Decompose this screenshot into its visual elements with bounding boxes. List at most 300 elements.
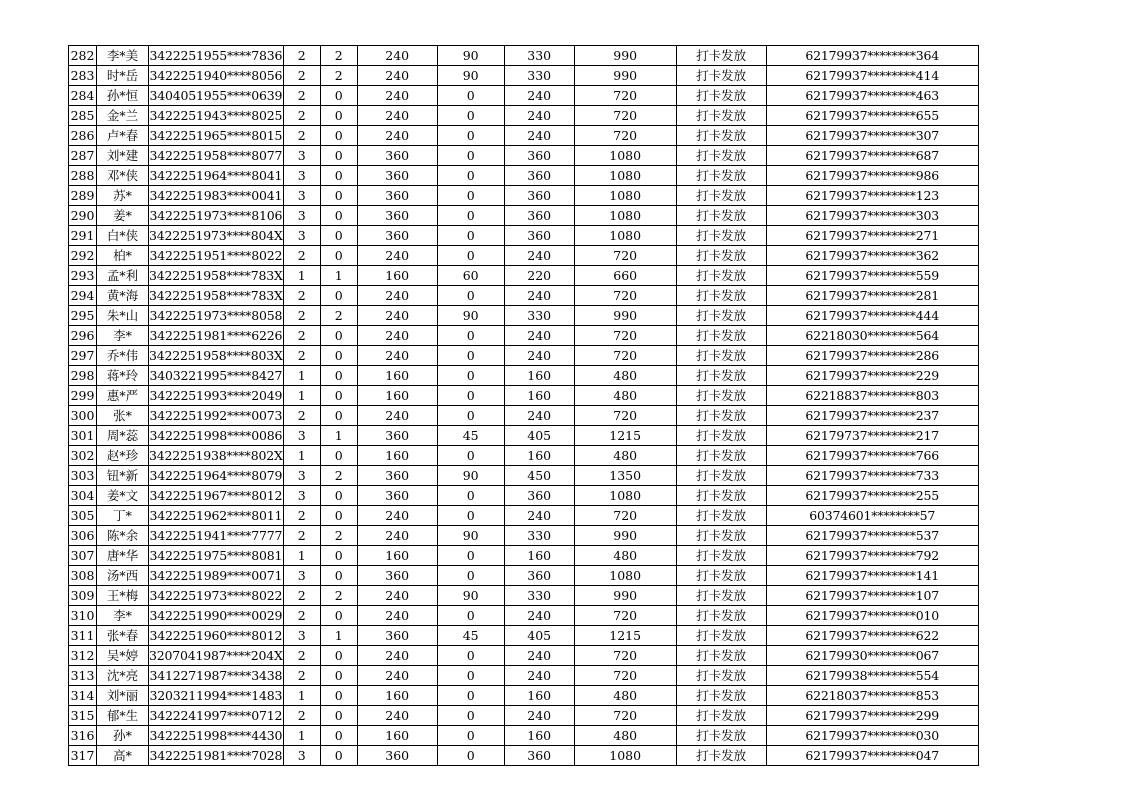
table-row [69,466,979,486]
bank-account-cell: 62179937********141 [766,566,978,586]
row-number-cell: 307 [69,546,97,566]
name-cell: 唐*华 [97,546,149,566]
bank-account-cell: 62179937********362 [766,246,978,266]
subtotal-cell: 240 [504,106,574,126]
bank-account-cell: 62179937********733 [766,466,978,486]
payment-method-cell: 打卡发放 [676,126,766,146]
total-cell: 480 [574,366,676,386]
count-a-cell: 2 [283,606,320,626]
count-a-cell: 1 [283,726,320,746]
total-cell: 720 [574,326,676,346]
row-number-cell: 292 [69,246,97,266]
table-row [69,546,979,566]
row-number-cell: 296 [69,326,97,346]
amount-b-cell: 0 [437,506,504,526]
table-row [69,746,979,766]
subtotal-cell: 360 [504,746,574,766]
total-cell: 720 [574,666,676,686]
count-a-cell: 1 [283,546,320,566]
name-cell: 姜* [97,206,149,226]
amount-a-cell: 240 [357,706,437,726]
amount-b-cell: 0 [437,666,504,686]
subtotal-cell: 330 [504,66,574,86]
row-number-cell: 288 [69,166,97,186]
total-cell: 480 [574,726,676,746]
table-row [69,406,979,426]
name-cell: 孙* [97,726,149,746]
bank-account-cell: 62179937********030 [766,726,978,746]
count-b-cell: 0 [320,166,357,186]
amount-b-cell: 90 [437,466,504,486]
count-b-cell: 0 [320,386,357,406]
count-a-cell: 2 [283,526,320,546]
name-cell: 高* [97,746,149,766]
count-a-cell: 2 [283,86,320,106]
amount-a-cell: 160 [357,266,437,286]
row-number-cell: 299 [69,386,97,406]
row-number-cell: 304 [69,486,97,506]
amount-b-cell: 0 [437,286,504,306]
amount-a-cell: 160 [357,726,437,746]
bank-account-cell: 62179937********271 [766,226,978,246]
row-number-cell: 290 [69,206,97,226]
subtotal-cell: 240 [504,646,574,666]
subtotal-cell: 160 [504,446,574,466]
table-row [69,526,979,546]
row-number-cell: 317 [69,746,97,766]
id-number-cell: 3203211994****1483 [149,686,284,706]
amount-b-cell: 90 [437,306,504,326]
table-row [69,326,979,346]
amount-b-cell: 0 [437,706,504,726]
id-number-cell: 3412271987****3438 [149,666,284,686]
total-cell: 720 [574,346,676,366]
count-b-cell: 0 [320,106,357,126]
row-number-cell: 297 [69,346,97,366]
payment-method-cell: 打卡发放 [676,446,766,466]
count-b-cell: 0 [320,286,357,306]
amount-b-cell: 0 [437,546,504,566]
row-number-cell: 283 [69,66,97,86]
count-b-cell: 0 [320,366,357,386]
amount-a-cell: 240 [357,286,437,306]
count-b-cell: 0 [320,226,357,246]
payment-method-cell: 打卡发放 [676,626,766,646]
count-a-cell: 2 [283,506,320,526]
id-number-cell: 3422251943****8025 [149,106,284,126]
total-cell: 720 [574,406,676,426]
amount-a-cell: 240 [357,126,437,146]
row-number-cell: 316 [69,726,97,746]
count-b-cell: 0 [320,706,357,726]
table-row [69,386,979,406]
subtotal-cell: 240 [504,246,574,266]
count-a-cell: 2 [283,646,320,666]
id-number-cell: 3422251981****7028 [149,746,284,766]
id-number-cell: 3404051955****0639 [149,86,284,106]
name-cell: 卢*春 [97,126,149,146]
row-number-cell: 308 [69,566,97,586]
subtotal-cell: 160 [504,386,574,406]
amount-b-cell: 0 [437,86,504,106]
amount-b-cell: 0 [437,646,504,666]
amount-b-cell: 0 [437,406,504,426]
amount-b-cell: 0 [437,246,504,266]
payment-method-cell: 打卡发放 [676,406,766,426]
bank-account-cell: 62179937********299 [766,706,978,726]
name-cell: 周*蕊 [97,426,149,446]
payment-method-cell: 打卡发放 [676,566,766,586]
total-cell: 990 [574,526,676,546]
count-b-cell: 0 [320,246,357,266]
row-number-cell: 305 [69,506,97,526]
count-a-cell: 2 [283,586,320,606]
count-a-cell: 2 [283,66,320,86]
total-cell: 720 [574,246,676,266]
bank-account-cell: 62179937********655 [766,106,978,126]
table-row [69,206,979,226]
bank-account-cell: 62179937********986 [766,166,978,186]
total-cell: 1080 [574,146,676,166]
bank-account-cell: 62218037********853 [766,686,978,706]
bank-account-cell: 60374601********57 [766,506,978,526]
id-number-cell: 3422251975****8081 [149,546,284,566]
bank-account-cell: 62179937********237 [766,406,978,426]
amount-b-cell: 0 [437,126,504,146]
table-row [69,46,979,66]
id-number-cell: 3422251951****8022 [149,246,284,266]
subtotal-cell: 160 [504,546,574,566]
subtotal-cell: 360 [504,226,574,246]
payment-method-cell: 打卡发放 [676,326,766,346]
subtotal-cell: 240 [504,86,574,106]
name-cell: 赵*珍 [97,446,149,466]
bank-account-cell: 62179937********047 [766,746,978,766]
row-number-cell: 293 [69,266,97,286]
count-a-cell: 1 [283,266,320,286]
id-number-cell: 3422251955****7836 [149,46,284,66]
bank-account-cell: 62179937********792 [766,546,978,566]
subtotal-cell: 160 [504,726,574,746]
row-number-cell: 302 [69,446,97,466]
table-row [69,246,979,266]
payment-method-cell: 打卡发放 [676,526,766,546]
name-cell: 蒋*玲 [97,366,149,386]
row-number-cell: 285 [69,106,97,126]
amount-a-cell: 240 [357,86,437,106]
subtotal-cell: 330 [504,306,574,326]
name-cell: 孟*利 [97,266,149,286]
amount-a-cell: 240 [357,106,437,126]
amount-a-cell: 160 [357,386,437,406]
subtotal-cell: 330 [504,46,574,66]
amount-b-cell: 60 [437,266,504,286]
amount-b-cell: 90 [437,46,504,66]
id-number-cell: 3422251990****0029 [149,606,284,626]
payment-method-cell: 打卡发放 [676,166,766,186]
subtotal-cell: 360 [504,146,574,166]
count-b-cell: 2 [320,66,357,86]
id-number-cell: 3422251962****8011 [149,506,284,526]
count-b-cell: 0 [320,146,357,166]
table-row [69,586,979,606]
amount-b-cell: 0 [437,486,504,506]
count-b-cell: 0 [320,446,357,466]
count-a-cell: 3 [283,746,320,766]
amount-a-cell: 160 [357,366,437,386]
row-number-cell: 294 [69,286,97,306]
amount-b-cell: 0 [437,206,504,226]
bank-account-cell: 62179937********444 [766,306,978,326]
amount-a-cell: 360 [357,486,437,506]
payment-method-cell: 打卡发放 [676,106,766,126]
amount-a-cell: 360 [357,206,437,226]
payment-method-cell: 打卡发放 [676,66,766,86]
amount-a-cell: 160 [357,446,437,466]
payment-method-cell: 打卡发放 [676,506,766,526]
name-cell: 乔*伟 [97,346,149,366]
name-cell: 时*岳 [97,66,149,86]
count-b-cell: 1 [320,626,357,646]
bank-account-cell: 62179937********537 [766,526,978,546]
subtotal-cell: 360 [504,186,574,206]
amount-a-cell: 360 [357,626,437,646]
subtotal-cell: 240 [504,286,574,306]
payment-method-cell: 打卡发放 [676,346,766,366]
total-cell: 720 [574,126,676,146]
bank-account-cell: 62179937********107 [766,586,978,606]
amount-b-cell: 45 [437,426,504,446]
amount-a-cell: 360 [357,746,437,766]
table-row [69,626,979,646]
total-cell: 480 [574,546,676,566]
row-number-cell: 301 [69,426,97,446]
total-cell: 1080 [574,166,676,186]
count-a-cell: 2 [283,306,320,326]
count-a-cell: 2 [283,406,320,426]
id-number-cell: 3422251989****0071 [149,566,284,586]
amount-b-cell: 90 [437,66,504,86]
count-a-cell: 3 [283,566,320,586]
subtotal-cell: 450 [504,466,574,486]
id-number-cell: 3422251964****8041 [149,166,284,186]
total-cell: 720 [574,606,676,626]
amount-b-cell: 0 [437,686,504,706]
id-number-cell: 3422251998****4430 [149,726,284,746]
name-cell: 沈*亮 [97,666,149,686]
bank-account-cell: 62179937********463 [766,86,978,106]
count-a-cell: 3 [283,226,320,246]
count-a-cell: 3 [283,466,320,486]
total-cell: 990 [574,306,676,326]
total-cell: 990 [574,586,676,606]
table-row [69,306,979,326]
name-cell: 张*春 [97,626,149,646]
row-number-cell: 309 [69,586,97,606]
name-cell: 苏* [97,186,149,206]
row-number-cell: 313 [69,666,97,686]
payment-method-cell: 打卡发放 [676,726,766,746]
total-cell: 480 [574,446,676,466]
name-cell: 郁*生 [97,706,149,726]
table-row [69,446,979,466]
id-number-cell: 3207041987****204X [149,646,284,666]
count-b-cell: 0 [320,646,357,666]
name-cell: 王*梅 [97,586,149,606]
table-row [69,706,979,726]
id-number-cell: 3422251992****0073 [149,406,284,426]
table-row [69,686,979,706]
table-row [69,266,979,286]
payment-method-cell: 打卡发放 [676,686,766,706]
count-a-cell: 3 [283,626,320,646]
subsidy-table [68,45,979,766]
row-number-cell: 300 [69,406,97,426]
payment-method-cell: 打卡发放 [676,266,766,286]
name-cell: 钮*新 [97,466,149,486]
name-cell: 刘*建 [97,146,149,166]
count-a-cell: 2 [283,246,320,266]
id-number-cell: 3422251958****803X [149,346,284,366]
name-cell: 邓*侠 [97,166,149,186]
count-a-cell: 1 [283,686,320,706]
payment-method-cell: 打卡发放 [676,46,766,66]
count-a-cell: 2 [283,286,320,306]
table-row [69,146,979,166]
bank-account-cell: 62179938********554 [766,666,978,686]
id-number-cell: 3422251973****8022 [149,586,284,606]
id-number-cell: 3422251938****802X [149,446,284,466]
count-b-cell: 0 [320,326,357,346]
count-a-cell: 2 [283,666,320,686]
row-number-cell: 303 [69,466,97,486]
subtotal-cell: 160 [504,686,574,706]
subtotal-cell: 240 [504,126,574,146]
amount-a-cell: 240 [357,526,437,546]
count-a-cell: 3 [283,166,320,186]
total-cell: 1080 [574,186,676,206]
payment-method-cell: 打卡发放 [676,366,766,386]
bank-account-cell: 62179937********281 [766,286,978,306]
amount-a-cell: 240 [357,666,437,686]
subtotal-cell: 240 [504,326,574,346]
amount-b-cell: 0 [437,106,504,126]
total-cell: 1080 [574,226,676,246]
id-number-cell: 3422251960****8012 [149,626,284,646]
count-b-cell: 2 [320,306,357,326]
total-cell: 1215 [574,626,676,646]
name-cell: 张* [97,406,149,426]
id-number-cell: 3422251958****783X [149,286,284,306]
name-cell: 汤*西 [97,566,149,586]
amount-a-cell: 160 [357,686,437,706]
amount-a-cell: 240 [357,646,437,666]
amount-b-cell: 0 [437,186,504,206]
row-number-cell: 314 [69,686,97,706]
total-cell: 480 [574,386,676,406]
count-b-cell: 0 [320,506,357,526]
amount-b-cell: 0 [437,166,504,186]
row-number-cell: 291 [69,226,97,246]
payment-method-cell: 打卡发放 [676,486,766,506]
table-row [69,86,979,106]
subtotal-cell: 360 [504,166,574,186]
row-number-cell: 315 [69,706,97,726]
name-cell: 丁* [97,506,149,526]
amount-a-cell: 360 [357,146,437,166]
amount-b-cell: 0 [437,226,504,246]
name-cell: 惠*严 [97,386,149,406]
table-row [69,346,979,366]
count-a-cell: 3 [283,186,320,206]
amount-b-cell: 0 [437,346,504,366]
payment-method-cell: 打卡发放 [676,86,766,106]
name-cell: 白*侠 [97,226,149,246]
amount-a-cell: 160 [357,546,437,566]
count-b-cell: 0 [320,546,357,566]
id-number-cell: 3422251941****7777 [149,526,284,546]
subtotal-cell: 240 [504,506,574,526]
total-cell: 720 [574,106,676,126]
count-b-cell: 0 [320,726,357,746]
name-cell: 李*美 [97,46,149,66]
table-row [69,286,979,306]
subtotal-cell: 220 [504,266,574,286]
id-number-cell: 3422251998****0086 [149,426,284,446]
id-number-cell: 3422251973****804X [149,226,284,246]
payment-method-cell: 打卡发放 [676,426,766,446]
count-b-cell: 0 [320,206,357,226]
row-number-cell: 298 [69,366,97,386]
bank-account-cell: 62179937********123 [766,186,978,206]
id-number-cell: 3422251967****8012 [149,486,284,506]
bank-account-cell: 62179937********414 [766,66,978,86]
total-cell: 480 [574,686,676,706]
bank-account-cell: 62218837********803 [766,386,978,406]
count-b-cell: 0 [320,666,357,686]
subtotal-cell: 240 [504,346,574,366]
payment-method-cell: 打卡发放 [676,246,766,266]
row-number-cell: 306 [69,526,97,546]
id-number-cell: 3422251973****8058 [149,306,284,326]
table-row [69,486,979,506]
payment-method-cell: 打卡发放 [676,706,766,726]
count-a-cell: 1 [283,366,320,386]
row-number-cell: 286 [69,126,97,146]
payment-method-cell: 打卡发放 [676,186,766,206]
table-row [69,506,979,526]
row-number-cell: 289 [69,186,97,206]
name-cell: 吴*婷 [97,646,149,666]
count-b-cell: 0 [320,346,357,366]
bank-account-cell: 62179937********364 [766,46,978,66]
table-row [69,426,979,446]
amount-a-cell: 360 [357,566,437,586]
amount-a-cell: 360 [357,426,437,446]
count-b-cell: 2 [320,466,357,486]
count-a-cell: 2 [283,346,320,366]
table-row [69,606,979,626]
count-b-cell: 0 [320,606,357,626]
total-cell: 660 [574,266,676,286]
subtotal-cell: 405 [504,626,574,646]
total-cell: 720 [574,86,676,106]
name-cell: 孙*恒 [97,86,149,106]
subtotal-cell: 240 [504,406,574,426]
total-cell: 720 [574,506,676,526]
count-b-cell: 0 [320,126,357,146]
subtotal-cell: 160 [504,366,574,386]
